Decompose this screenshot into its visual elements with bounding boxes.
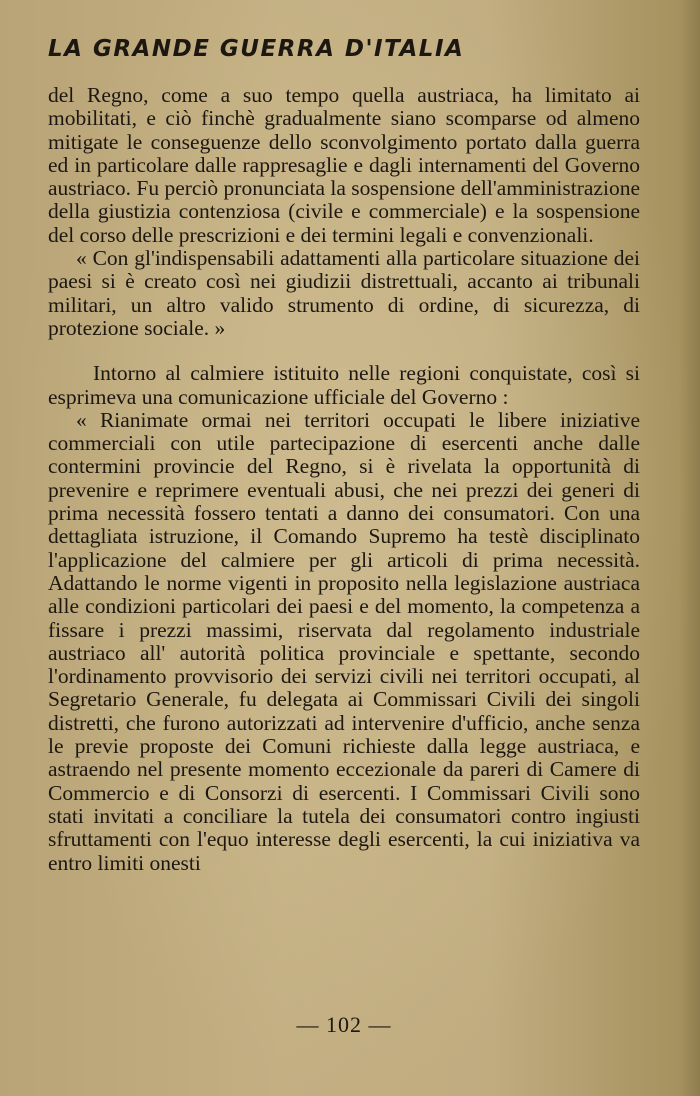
body-text [48, 84, 640, 875]
paragraph-3: Intorno al calmiere istituito nelle regioni conquistate, così si esprimeva una comunicazione ufficiale del Governo : [48, 361, 640, 409]
paragraph-2: « Con gl'indispensabili adattamenti alla particolare situazione dei paesi si è creato così nei giudizii distrettuali, accanto ai tribunali militari, un altro valido strumento di ordine, di sicurezza, di protezione sociale. » [48, 246, 640, 340]
paragraph-4: « Rianimate ormai nei territori occupati le libere iniziative commerciali con utile partecipazione di esercenti anche dalle contermini provincie del Regno, si è rivelata la opportunità di prevenire e reprimere eventuali abusi, che nei prezzi dei generi di prima necessità fossero tentati a danno dei consumatori. Con una dettagliata istruzione, il Comando Supremo ha testè disciplinato l'applicazione del calmiere per gli articoli di prima necessità. Adattando le norme vigenti in proposito nella legislazione austriaca alle condizioni particolari dei paesi e del momento, la competenza a fissare i prezzi massimi, riservata dal regolamento industriale austriaco all' autorità politica provinciale e spettante, secondo l'ordinamento provvisorio dei servizi civili nei territori occupati, al Segretario Generale, fu delegata ai Commissari Civili dei singoli distretti, che furono autorizzati ad intervenire d'ufficio, anche senza le previe proposte dei Comuni richieste dalla legge austriaca, e astraendo nel presente momento eccezionale da pareri di Camere di Commercio e di Consorzi di esercenti. I Commissari Civili sono stati invitati a conciliare la tutela dei consumatori contro ingiusti sfruttamenti con l'equo interesse degli esercenti, la cui iniziativa va entro limiti onesti [48, 407, 640, 875]
page-number: — 102 — [296, 1012, 392, 1037]
paragraph-1: del Regno, come a suo tempo quella austriaca, ha limitato ai mobilitati, e ciò finchè gradualmente siano scomparse od almeno mitigate le conseguenze dello sconvolgimento portato dalla guerra ed in particolare dalle rappresaglie e dagli internamenti del Governo austriaco. Fu perciò pronunciata la sospensione dell'amministrazione della giustizia contenziosa (civile e commerciale) e la sospensione del corso delle prescrizioni e dei termini legali e convenzionali. [48, 83, 640, 247]
running-header: LA GRANDE GUERRA D'ITALIA [48, 36, 465, 62]
